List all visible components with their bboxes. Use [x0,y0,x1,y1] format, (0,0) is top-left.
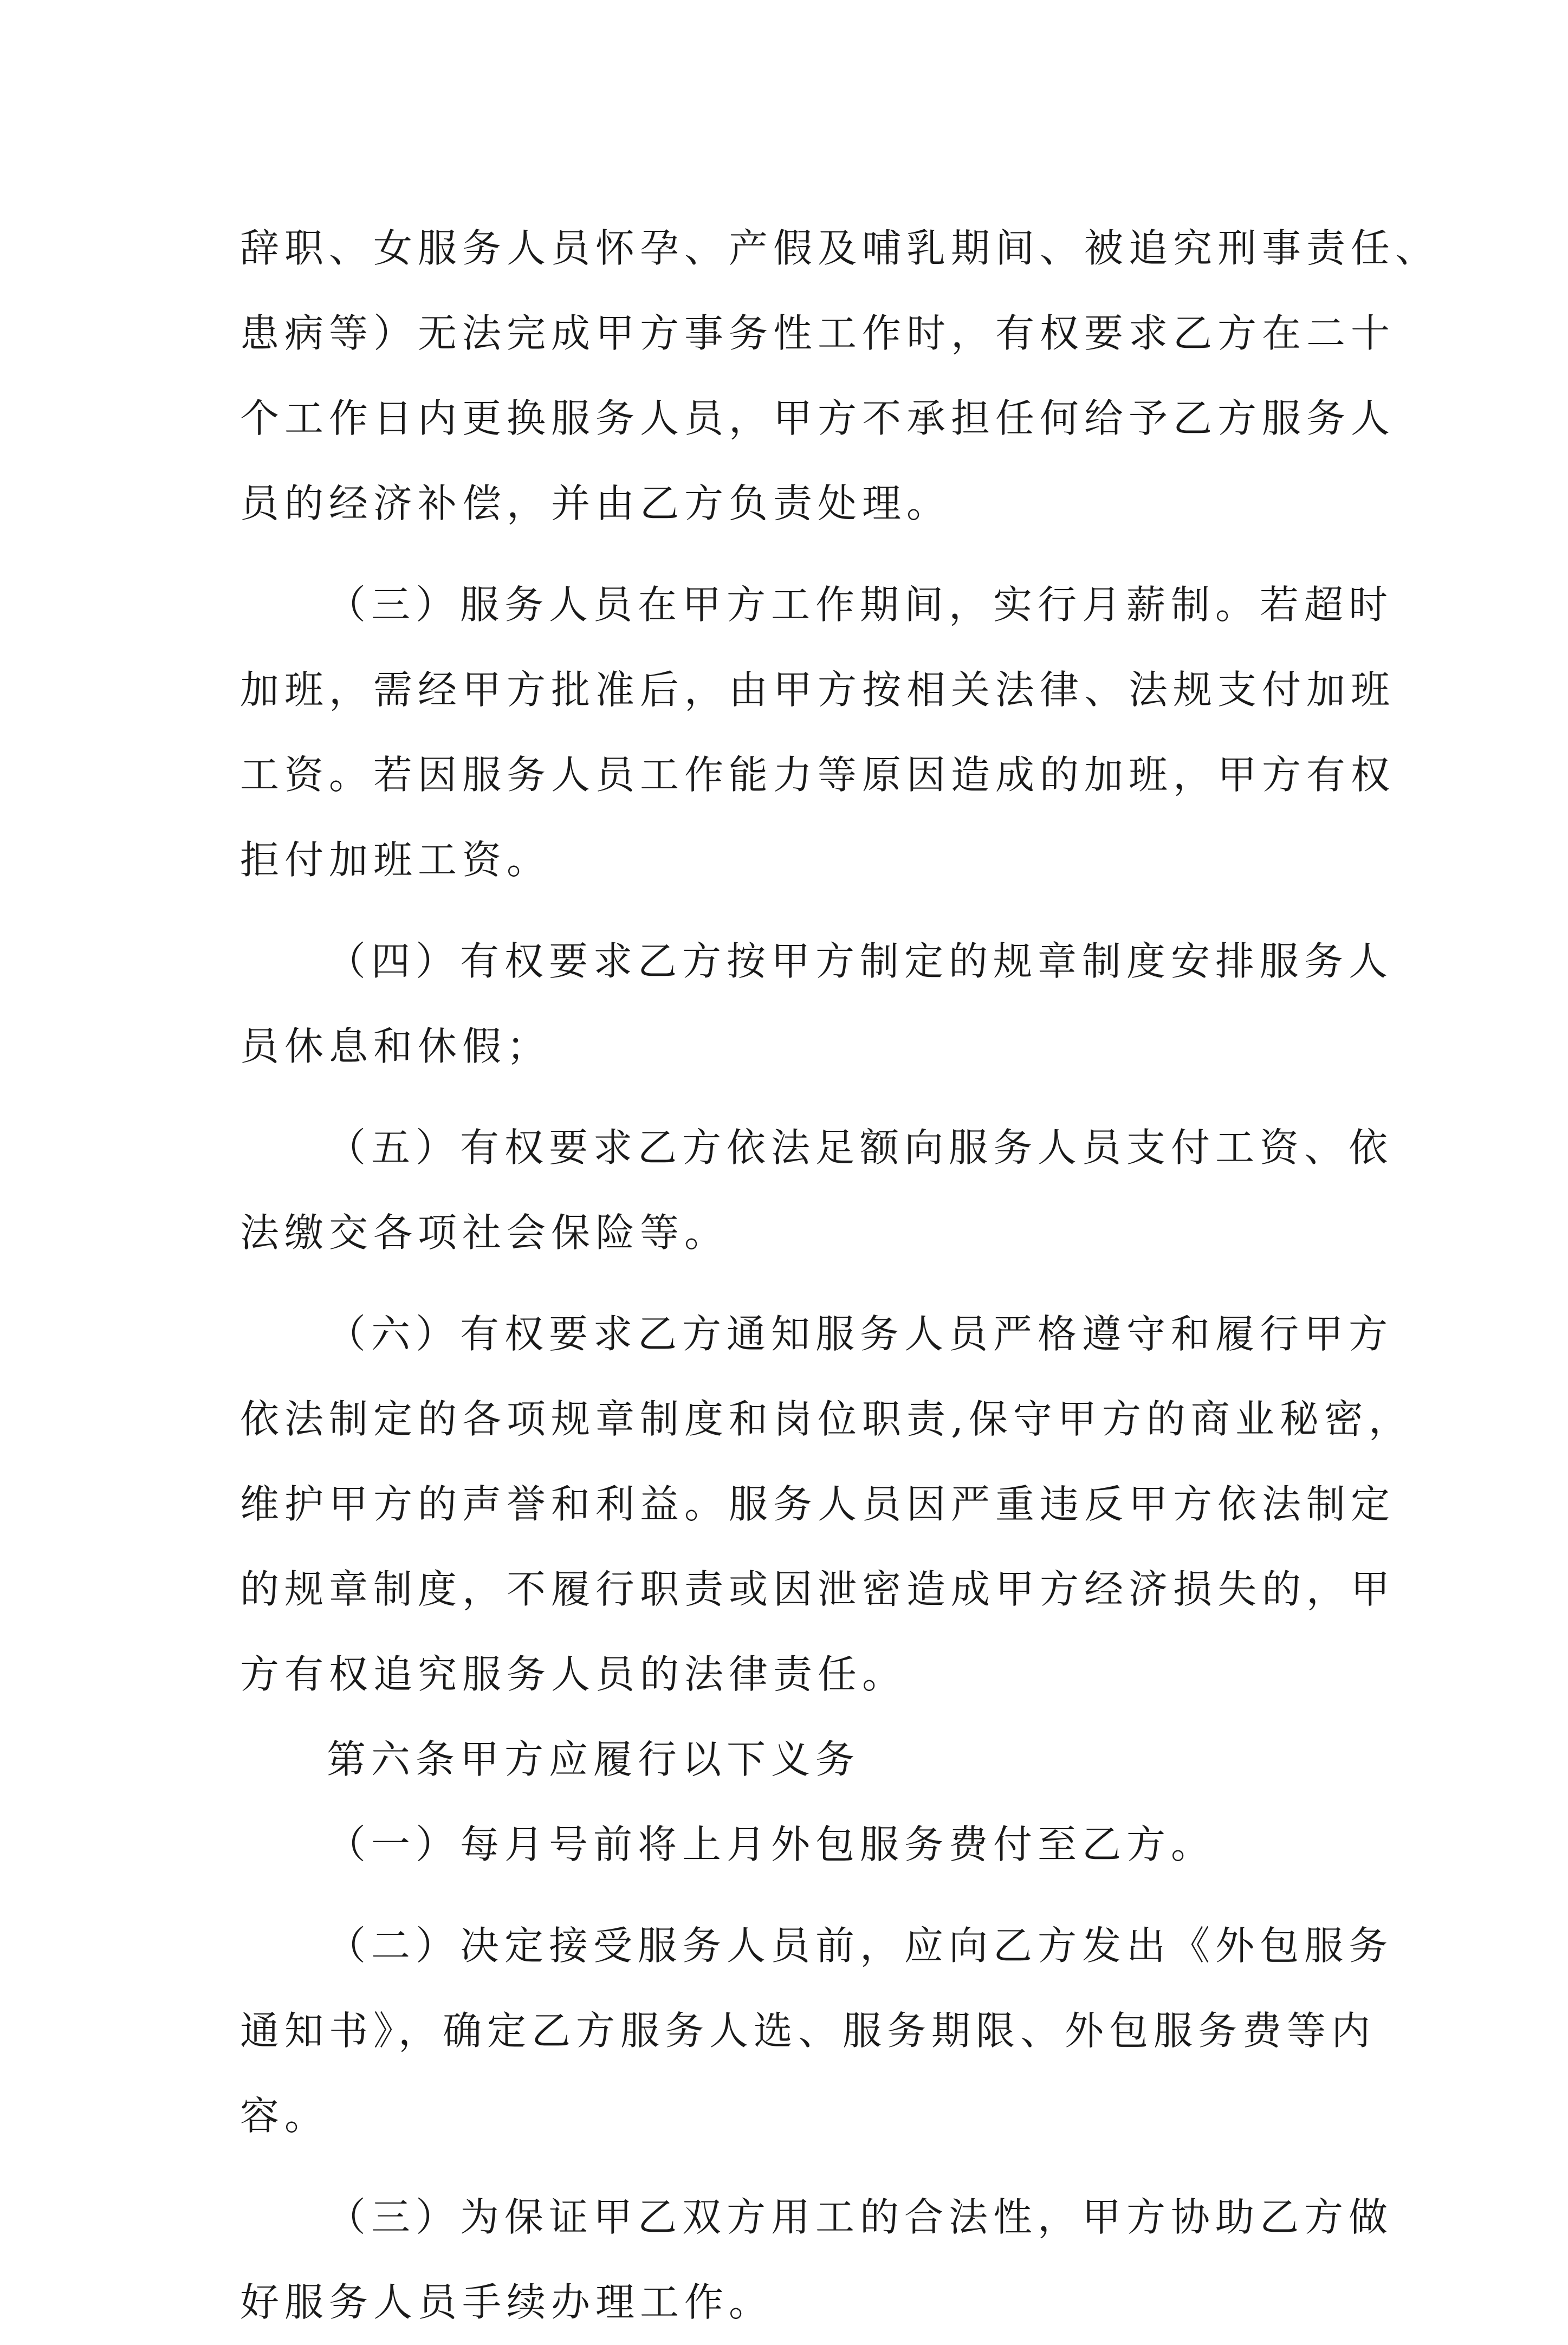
text-line: 加班，需经甲方批准后，由甲方按相关法律、法规支付加班 [240,667,1396,712]
text-line: 员的经济补偿，并由乙方负责处理。 [240,481,951,526]
text-line: 的规章制度，不履行职责或因泄密造成甲方经济损失的，甲 [240,1566,1396,1612]
paragraph-gap [240,2159,1329,2175]
text-line: （三）为保证甲乙双方用工的合法性，甲方协助乙方做 [327,2194,1394,2240]
text-line: （六）有权要求乙方通知服务人员严格遵守和履行甲方 [327,1311,1394,1357]
text-line: 个工作日内更换服务人员，甲方不承担任何给予乙方服务人 [240,396,1396,441]
paragraph-gap [240,903,1329,919]
text-line: 法缴交各项社会保险等。 [240,1210,729,1255]
text-line: （四）有权要求乙方按甲方制定的规章制度安排服务人 [327,938,1394,984]
text-line: 第六条甲方应履行以下义务 [327,1737,860,1782]
paragraph-gap [240,1275,1329,1292]
text-line: 依法制定的各项规章制度和岗位职责,保守甲方的商业秘密， [240,1396,1413,1442]
text-line: （五）有权要求乙方依法足额向服务人员支付工资、依 [327,1125,1394,1170]
text-line: 方有权追究服务人员的法律责任。 [240,1651,907,1697]
text-line: 通知书》，确定乙方服务人选、服务期限、外包服务费等内 [240,2008,1376,2054]
text-line: 辞职、女服务人员怀孕、产假及哺乳期间、被追究刑事责任、 [240,225,1440,271]
text-line: 维护甲方的声誉和利益。服务人员因严重违反甲方依法制定 [240,1481,1396,1527]
text-line: 员休息和休假； [240,1023,552,1069]
paragraph-gap [240,1887,1329,1903]
text-line: （一）每月号前将上月外包服务费付至乙方。 [327,1822,1216,1867]
text-line: （二）决定接受服务人员前，应向乙方发出《外包服务 [327,1923,1394,1968]
text-line: （三）服务人员在甲方工作期间，实行月薪制。若超时 [327,582,1394,627]
text-line: 好服务人员手续办理工作。 [240,2279,774,2325]
paragraph-gap [240,1089,1329,1105]
paragraph-gap [240,546,1329,562]
text-line: 工资。若因服务人员工作能力等原因造成的加班，甲方有权 [240,752,1396,798]
text-line: 患病等）无法完成甲方事务性工作时，有权要求乙方在二十 [240,310,1396,356]
text-line: 拒付加班工资。 [240,837,552,883]
document-body [240,206,1440,2345]
text-line: 容。 [240,2093,329,2139]
